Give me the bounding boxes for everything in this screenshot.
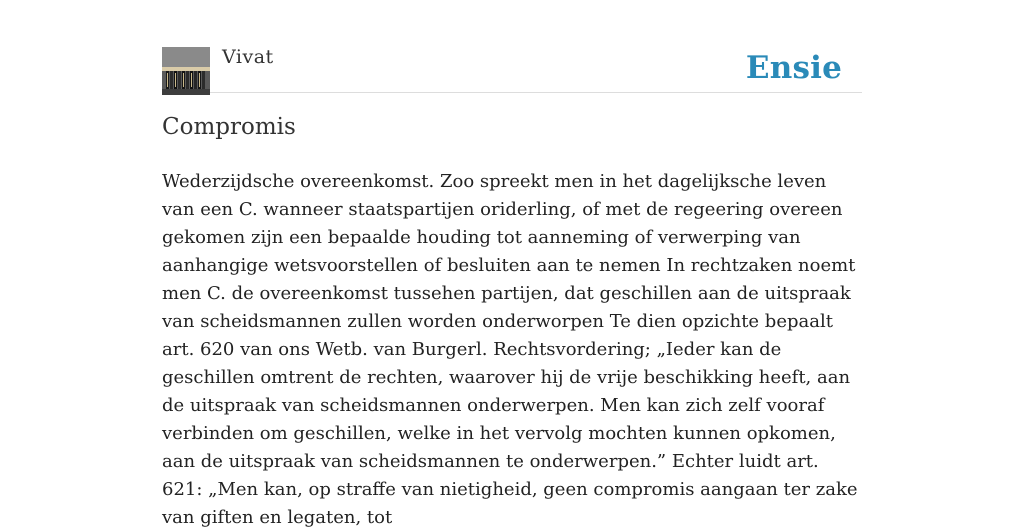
article-body: Wederzijdsche overeenkomst. Zoo spreekt men in het dagelijksche leven van een C. wanneer staatspartijen oriderling, of met de regeering overeen gekomen zijn een bepaalde houding tot aanneming of verwerping van aanhangige wetsvoorstellen of besluiten aan te nemen In rechtzaken noemt men C. de overeenkomst tussehen partijen, dat geschillen aan de uitspraak van scheidsmannen zullen worden onderworpen Te dien opzichte bepaalt art. 620 van ons Wetb. van Burgerl. Rechtsvordering; „Ieder kan de geschillen omtrent de rechten, waarover hij de vrije beschikking heeft, aan de uitspraak van scheidsmannen onderwerpen. Men kan zich zelf vooraf verbinden om geschillen, welke in het vervolg mochten kunnen opkomen, aan de uitspraak van scheidsmannen te onderwerpen.” Echter luidt art. 621: „Men kan, op straffe van nietigheid, geen compromis aangaan ter zake van giften en legaten, tot <box>162 171 858 528</box>
site-header <box>162 0 862 93</box>
brand-logo[interactable]: Ensie <box>745 50 842 86</box>
page <box>162 0 862 528</box>
page-title: Compromis <box>162 114 296 140</box>
site-name[interactable]: Vivat <box>222 46 274 68</box>
books-icon[interactable] <box>162 47 210 95</box>
